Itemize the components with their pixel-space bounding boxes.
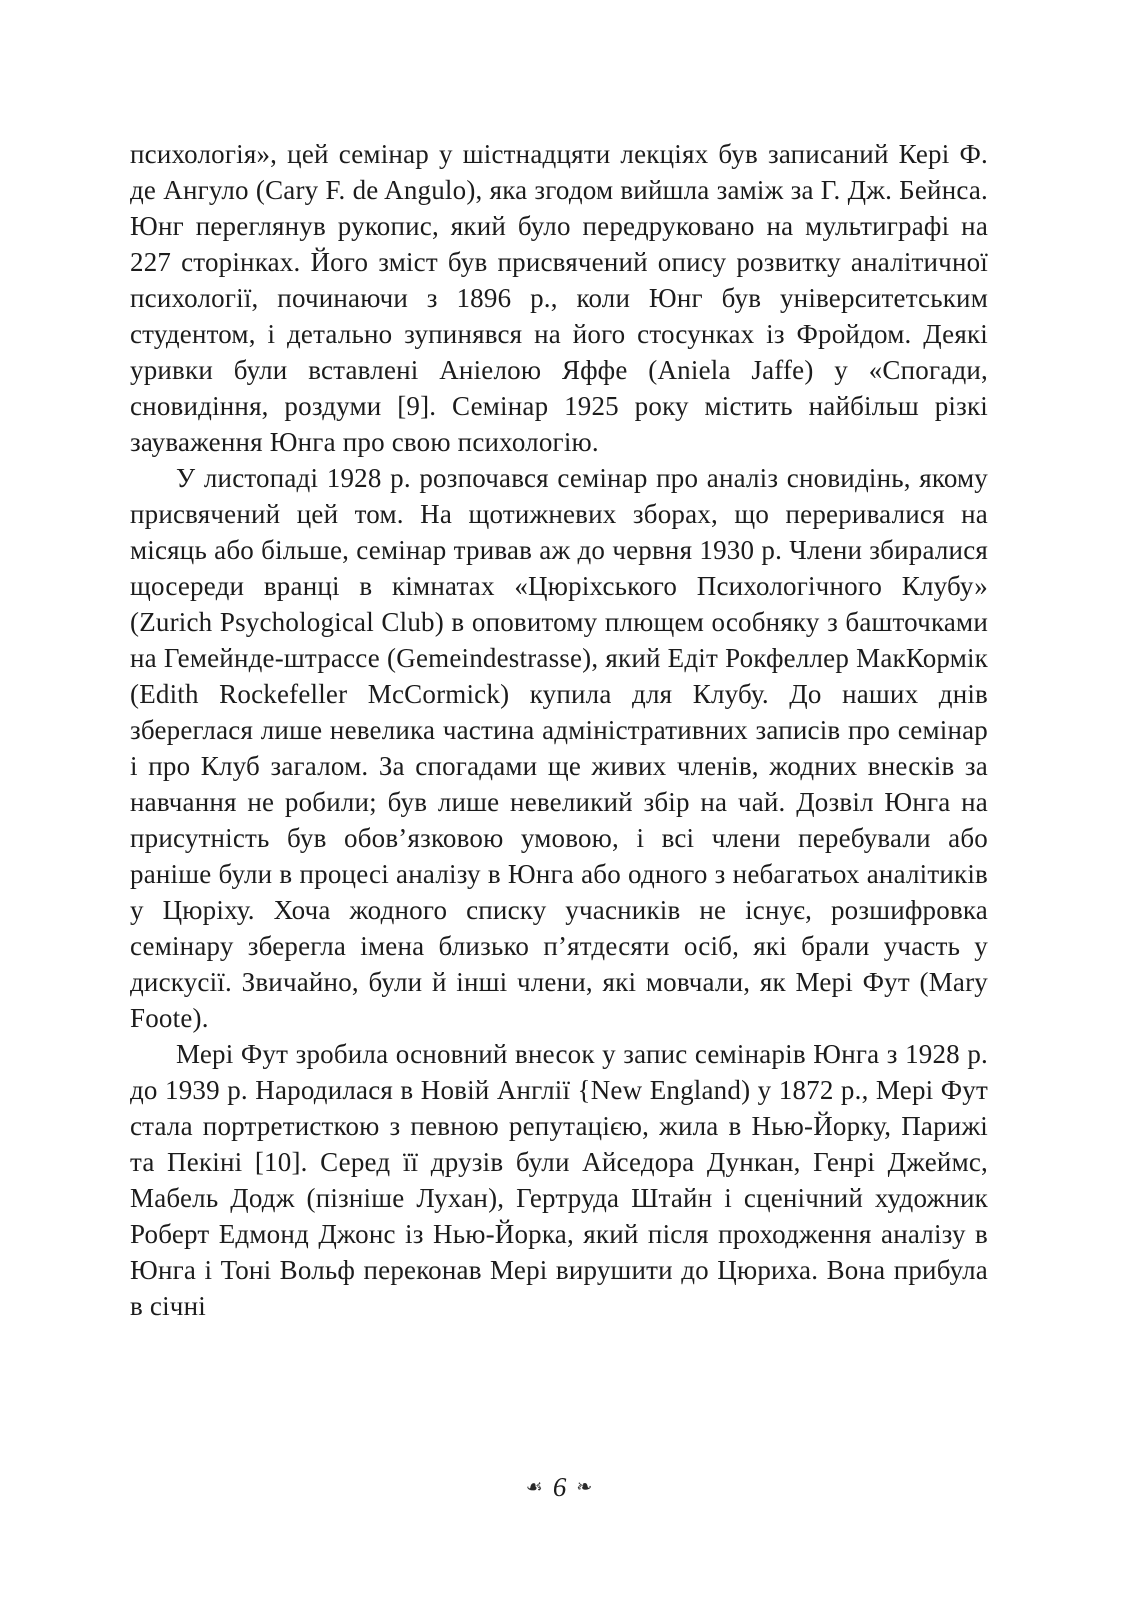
page-number: 6	[552, 1472, 567, 1502]
page-text-block	[130, 136, 988, 1324]
floral-ornament-right-icon: ❧	[576, 1476, 593, 1498]
paragraph-3: Мері Фут зробила основний внесок у запис семінарів Юнга з 1928 р. до 1939 р. Народилася в Новій Англії {New England) у 1872 р., Мері Фут стала портретисткою з певною репутацією, жила в Нью-Йорку, Парижі та Пекіні [10]. Серед її друзів були Айседора Дункан, Генрі Джеймс, Мабель Додж (пізніше Лухан), Гертруда Штайн і сценічний художник Роберт Едмонд Джонс із Нью-Йорка, який після проходження аналізу в Юнга і Тоні Вольф переконав Мері вирушити до Цюриха. Вона прибула в січні	[130, 1039, 988, 1321]
paragraph-2: У листопаді 1928 р. розпочався семінар про аналіз сновидінь, якому присвячений цей том. На щотижневих зборах, що переривалися на місяць або більше, семінар тривав аж до червня 1930 р. Члени збиралися щосереди вранці в кімнатах «Цюріхського Психологічного Клубу» (Zurich Psychological Club) в оповитому плющем особняку з башточками на Гемейнде-штрассе (Gemeindestrasse), який Едіт Рокфеллер МакКормік (Edith Rockefeller McCormick) купила для Клубу. До наших днів збереглася лише невелика частина адміністративних записів про семінар і про Клуб загалом. За спогадами ще живих членів, жодних внесків за навчання не робили; був лише невеликий збір на чай. Дозвіл Юнга на присутність був обов’язковою умовою, і всі члени перебували або раніше були в процесі аналізу в Юнга або одного з небагатьох аналітиків у Цюріху. Хоча жодного списку учасників не існує, розшифровка семінару зберегла імена близько п’ятдесяти осіб, які брали участь у дискусії. Звичайно, були й інші члени, які мовчали, як Мері Фут (Mary Foote).	[130, 463, 988, 1033]
floral-ornament-left-icon: ☙	[525, 1476, 543, 1498]
paragraph-1: психологія», цей семінар у шістнадцяти лекціях був записаний Кері Ф. де Ангуло (Cary F. de Angulo), яка згодом вийшла заміж за Г. Дж. Бейнса. Юнг переглянув рукопис, який було передруковано на мультиграфі на 227 сторінках. Його зміст був присвячений опису розвитку аналітичної психології, починаючи з 1896 р., коли Юнг був університетським студентом, і детально зупинявся на його стосунках із Фройдом. Деякі уривки були вставлені Аніелою Яффе (Aniela Jaffe) у «Спогади, сновидіння, роздуми [9]. Семінар 1925 року містить найбільш різкі зауваження Юнга про свою психологію.	[130, 139, 988, 457]
page-footer	[130, 1472, 988, 1503]
